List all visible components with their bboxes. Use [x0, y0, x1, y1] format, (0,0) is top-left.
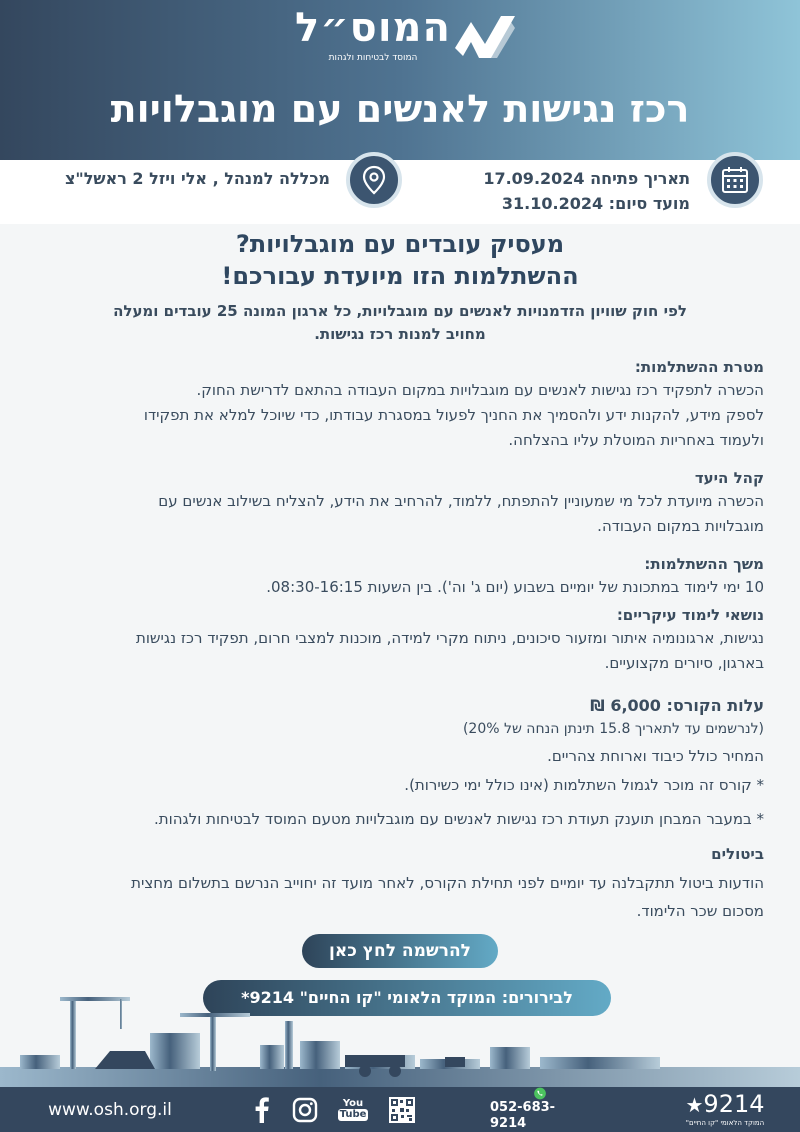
cancellation-line-2: מסכום שכר הלימוד. [636, 902, 764, 920]
course-dates [483, 166, 690, 216]
whatsapp-icon [530, 1087, 550, 1100]
inquiries-button[interactable]: לבירורים: המוקד הלאומי "קו החיים" 9214* [203, 980, 611, 1016]
logo-mark-icon [451, 8, 519, 62]
cancellation-line-1: הודעות ביטול תתקבלנה עד יומיים לפני תחילת הקורס, לאחר מועד זה יחוייב הנרשם בתשלום מחצית [131, 874, 764, 892]
youtube-tube: Tube [339, 1109, 367, 1120]
end-date: מועד סיום: 31.10.2024 [501, 194, 690, 213]
phone-number: 052-683-9214 [490, 1100, 556, 1131]
cancellation-text [36, 869, 764, 925]
headline [36, 228, 764, 292]
info-bar [0, 160, 800, 224]
intro-text [36, 300, 764, 346]
goal-text [36, 378, 764, 453]
goal-line-2: לספק מידע, להקנות ידע ולהסמיך את החניך לפעול במסגרת עבודתו, כדי שיוכל למלא את תפקידו [143, 406, 764, 424]
headline-line-2: ההשתלמות הזו מיועדת עבורכם! [221, 262, 579, 290]
duration-text: 10 ימי לימוד במתכונת של יומיים בשבוע (יום ג' וה'). בין השעות 08:30-16:15. [266, 578, 764, 596]
logo-name: המוס״ל [295, 5, 451, 51]
intro-line-1: לפי חוק שוויון הזדמנויות לאנשים עם מוגבלויות, כל ארגון המונה 25 עובדים ומעלה [113, 302, 687, 320]
headline-line-1: מעסיק עובדים עם מוגבלויות? [235, 230, 565, 258]
youtube-icon[interactable] [338, 1087, 368, 1132]
audience-text [36, 489, 764, 539]
cancellation-heading: ביטולים [711, 845, 764, 863]
whatsapp-contact[interactable] [490, 1087, 590, 1132]
discount-note: (לנרשמים עד לתאריך 15.8 תינתן הנחה של 20%) [462, 721, 764, 737]
location-pin-icon [346, 152, 402, 208]
bullet-recognized: * קורס זה מוכר לגמול השתלמות (אינו כולל ימי כשירות). [404, 776, 764, 794]
page-title: רכז נגישות לאנשים עם מוגבלויות [110, 87, 690, 131]
intro-line-2: מחויב למנות רכז נגישות. [314, 325, 486, 343]
topics-line-1: נגישות, ארגונומיה איתור ומזעור סיכונים, ניתוח מקרי למידה, מוכנות למצבי חרום, תפקיד רכז נגישות [135, 629, 764, 647]
goal-line-3: ולעמוד באחריות המוטלת עליו בהצלחה. [508, 431, 764, 449]
footer [0, 1087, 800, 1132]
hotline-number: ★9214 [685, 1090, 765, 1118]
header-banner [0, 0, 800, 160]
website-link[interactable]: www.osh.org.il [48, 1099, 172, 1120]
register-button[interactable]: להרשמה לחץ כאן [302, 934, 498, 968]
opening-date: תאריך פתיחה 17.09.2024 [483, 169, 690, 188]
audience-line-2: מוגבלויות במקום העבודה. [597, 517, 764, 535]
audience-heading: קהל היעד [694, 469, 764, 487]
topics-line-2: בארגון, סיורים מקצועיים. [604, 654, 764, 672]
qr-code-icon[interactable] [388, 1087, 416, 1132]
bullet-certificate: * במעבר המבחן תוענק תעודת רכז נגישות לאנשים עם מוגבלויות מטעם המוסד לבטיחות ולגהות. [154, 810, 764, 828]
topics-heading: נושאי לימוד עיקריים: [616, 606, 764, 624]
logo-subtitle: המוסד לבטיחות ולגהות [328, 53, 418, 63]
duration-heading: משך ההשתלמות: [644, 555, 764, 573]
price-heading: עלות הקורס: 6,000 ₪ [590, 696, 764, 715]
logo [0, 6, 800, 64]
course-location: מכללה למנהל , אלי ויזל 2 ראשל"צ [64, 169, 330, 188]
hotline-logo [670, 1087, 780, 1132]
calendar-icon [707, 152, 763, 208]
youtube-you: You [342, 1098, 364, 1109]
facebook-icon[interactable] [250, 1087, 274, 1132]
main-content [36, 224, 764, 925]
instagram-icon[interactable] [290, 1087, 320, 1132]
goal-line-1: הכשרה לתפקיד רכז נגישות לאנשים עם מוגבלויות במקום העבודה בהתאם לדרישת החוק. [196, 381, 764, 399]
audience-line-1: הכשרה מיועדת לכל מי שמעוניין להתפתח, ללמוד, להרחיב את הידע, להצליח בשילוב אנשים עם [158, 492, 764, 510]
hotline-subtitle: המוקד הלאומי "קו החיים" [685, 1119, 765, 1127]
price-includes: המחיר כולל כיבוד וארוחת צהריים. [547, 747, 764, 765]
goal-heading: מטרת ההשתלמות: [634, 358, 764, 376]
topics-text [36, 626, 764, 676]
industrial-skyline-illustration [0, 985, 800, 1087]
